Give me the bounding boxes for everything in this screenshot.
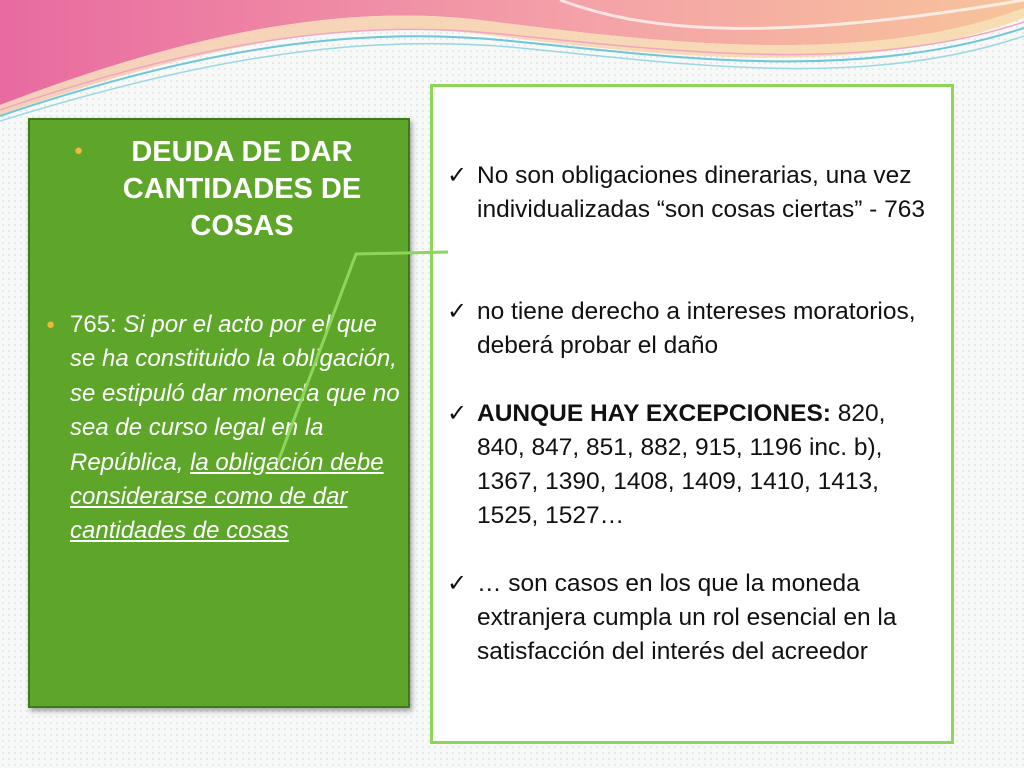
article-conclusion: la obligación debe considerarse como de dar cantidades de cosas <box>70 448 384 545</box>
list-item <box>447 397 937 533</box>
right-panel <box>430 84 954 744</box>
list-item <box>447 295 937 363</box>
round-bullet-icon: ● <box>74 142 84 159</box>
article-765-text <box>70 308 400 549</box>
item-text: … son casos en los que la moneda extranjera cumpla un rol esencial en la satisfacción del interés del acreedor <box>477 570 897 665</box>
checkmark-icon: ✓ <box>447 570 468 597</box>
panel-title: DEUDA DE DAR CANTIDADES DE COSAS <box>122 136 362 242</box>
checkmark-icon: ✓ <box>447 162 468 189</box>
checkmark-icon: ✓ <box>447 400 468 427</box>
item-text: No son obligaciones dinerarias, una vez individualizadas “son cosas ciertas” - 763 <box>477 162 926 223</box>
left-panel <box>28 118 410 708</box>
item-bold: AUNQUE HAY EXCEPCIONES: <box>477 400 831 427</box>
article-number: 765: <box>70 311 124 338</box>
round-bullet-icon: ● <box>46 316 56 333</box>
list-item <box>447 159 937 227</box>
checkmark-icon: ✓ <box>447 298 468 325</box>
item-text: no tiene derecho a intereses moratorios, deberá probar el daño <box>477 298 916 359</box>
item-text: 820, 840, 847, 851, 882, 915, 1196 inc. b), 1367, 1390, 1408, 1409, 1410, 1413, 1525, 1527… <box>477 400 886 529</box>
article-body: Si por el acto por el que se ha constituido la obligación, se estipuló dar moneda que no sea de curso legal en la República, <box>70 311 400 476</box>
list-item <box>447 567 937 669</box>
